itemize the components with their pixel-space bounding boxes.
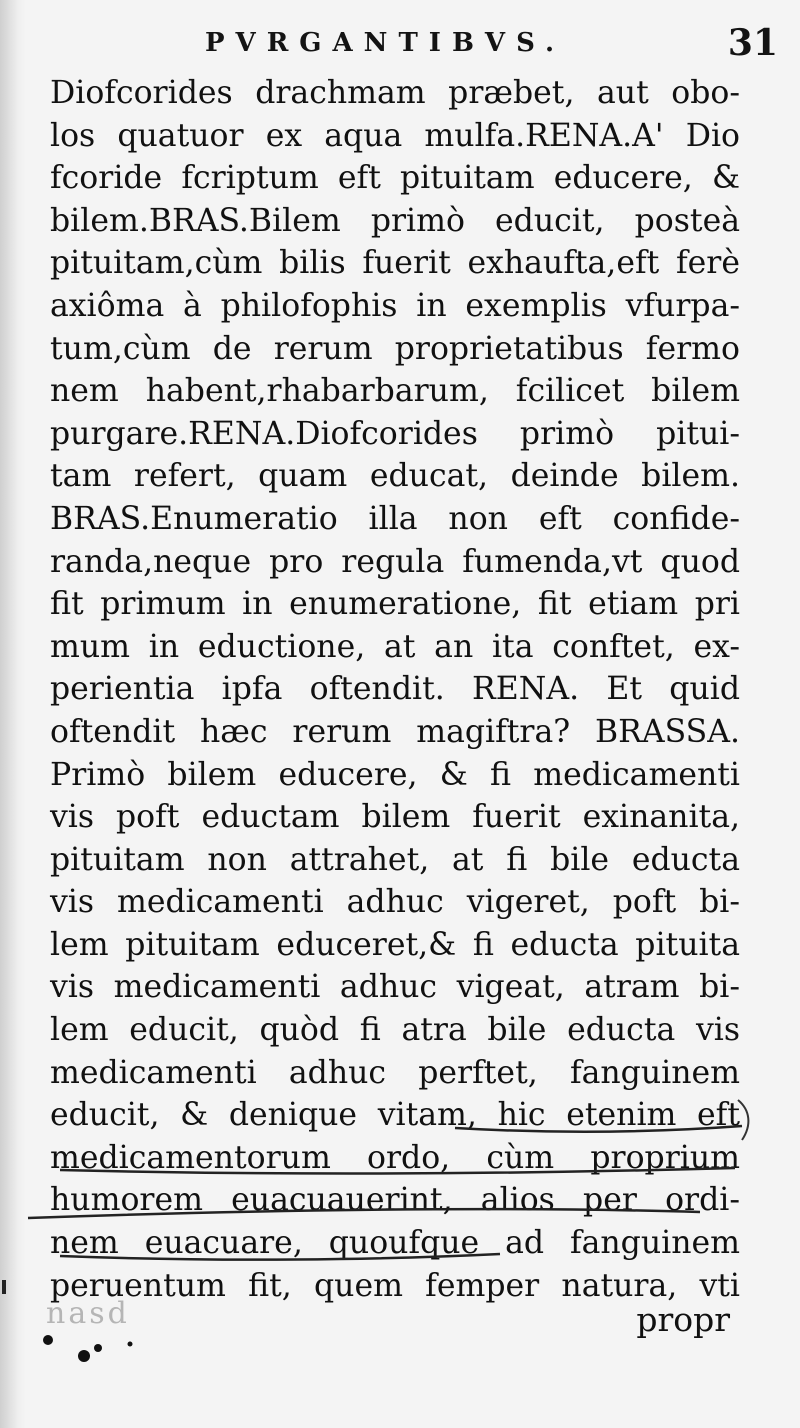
text-line: nem habent,rhabarbarum, fcilicet bilem <box>50 373 740 410</box>
text-line: medicamenti adhuc perftet, fanguinem <box>50 1054 740 1091</box>
page-number: 31 <box>727 22 778 64</box>
text-line: purgare.RENA.Diofcorides primò pitui- <box>50 415 740 452</box>
text-line: lem pituitam educeret,& fi educta pituita <box>50 926 740 963</box>
text-line: perientia ipfa oftendit. RENA. Et quid <box>50 671 740 708</box>
text-line: Diofcorides drachmam præbet, aut obo- <box>50 75 740 111</box>
page-gutter-shadow <box>0 0 26 1428</box>
text-line: axiôma à philofophis in exemplis vfurpa- <box>50 287 740 324</box>
text-line: tum,cùm de rerum proprietatibus fermo <box>50 330 740 367</box>
text-line: BRAS.Enumeratio illa non eft confide- <box>50 500 740 537</box>
text-line: nem euacuare, quoufque ad fanguinem <box>50 1225 740 1262</box>
text-line: Primò bilem educere, & fi medicamenti <box>50 756 740 793</box>
page-header <box>0 22 800 66</box>
ink-blot <box>78 1350 90 1362</box>
running-title: PVRGANTIBVS. <box>204 28 566 58</box>
text-line: humorem euacuauerint, alios per ordi- <box>50 1182 740 1219</box>
text-line: pituitam non attrahet, at fi bile educta <box>50 841 740 878</box>
text-line: fit primum in enumeratione, fit etiam pri <box>50 586 740 623</box>
text-line: peruentum fit, quem femper natura, vti <box>50 1267 740 1304</box>
text-line: mum in eductione, at an ita conftet, ex- <box>50 628 740 665</box>
text-line: vis medicamenti adhuc vigeat, atram bi- <box>50 969 740 1006</box>
text-line: pituitam,cùm bilis fuerit exhaufta,eft ferè <box>50 245 740 282</box>
text-line: educit, & denique vitam, hic etenim eft <box>50 1097 740 1134</box>
text-line: bilem.BRAS.Bilem primò educit, posteà <box>50 202 740 239</box>
catchword: propr <box>636 1300 730 1339</box>
text-line: vis medicamenti adhuc vigeret, poft bi- <box>50 884 740 921</box>
text-line: randa,neque pro regula fumenda,vt quod <box>50 543 740 580</box>
ink-blot <box>94 1344 102 1352</box>
text-line: lem educit, quòd fi atra bile educta vis <box>50 1012 740 1049</box>
text-line: vis poft eductam bilem fuerit exinanita, <box>50 799 740 836</box>
bleed-through-text: nasd <box>46 1296 130 1331</box>
text-line: tam refert, quam educat, deinde bilem. <box>50 458 740 495</box>
text-line: los quatuor ex aqua mulfa.RENA.A' Dio <box>50 117 740 154</box>
main-text-block <box>50 72 740 1307</box>
text-line: medicamentorum ordo, cùm proprium <box>50 1139 740 1176</box>
ink-blot <box>128 1342 133 1347</box>
text-line: fcoride fcriptum eft pituitam educere, & <box>50 160 740 197</box>
text-line: oftendit hæc rerum magiftra? BRASSA. <box>50 713 740 750</box>
ink-blot <box>43 1335 53 1345</box>
